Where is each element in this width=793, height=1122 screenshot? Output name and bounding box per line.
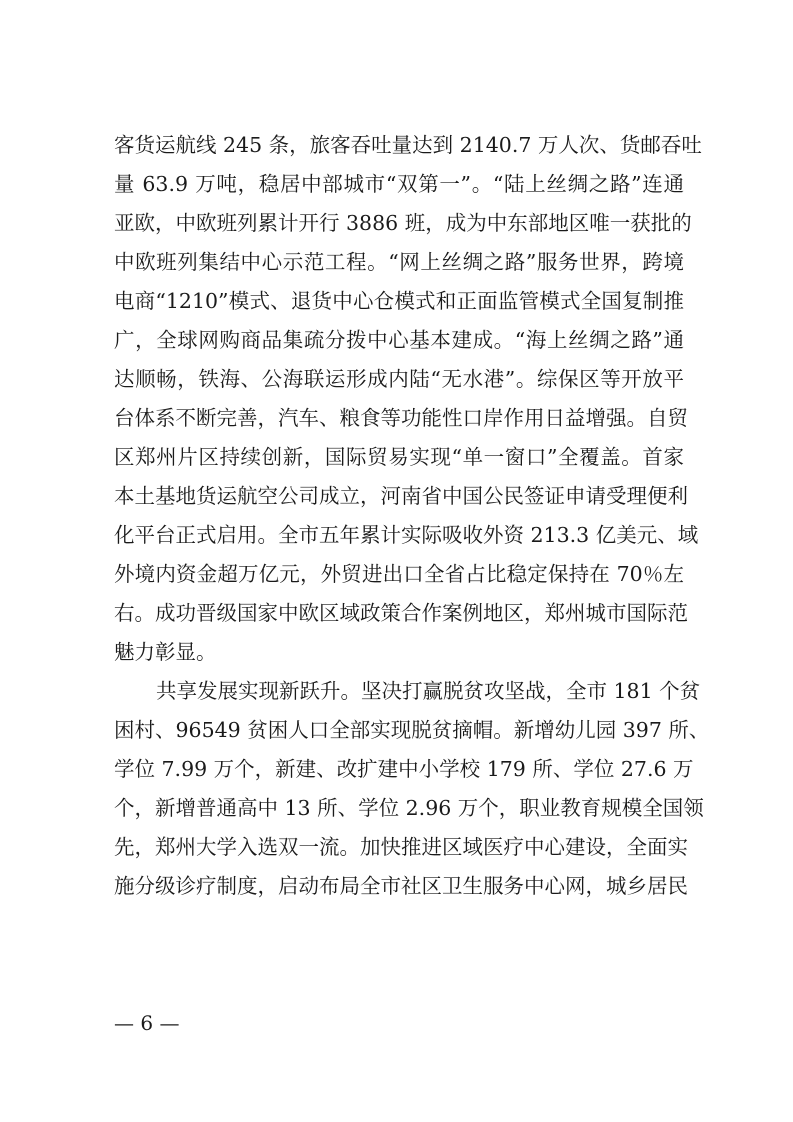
page-number: — 6 — bbox=[114, 1011, 180, 1035]
text-line: 电商“1210”模式、退货中心仓模式和正面监管模式全国复制推 bbox=[114, 289, 684, 313]
text-line: 亚欧，中欧班列累计开行 3886 班，成为中东部地区唯一获批的 bbox=[114, 211, 692, 235]
text-line: 达顺畅，铁海、公海联运形成内陆“无水港”。综保区等开放平 bbox=[114, 367, 684, 391]
text-line: 量 63.9 万吨，稳居中部城市“双第一”。“陆上丝绸之路”连通 bbox=[114, 172, 684, 196]
text-line: 个，新增普通高中 13 所、学位 2.96 万个，职业教育规模全国领 bbox=[114, 796, 704, 820]
text-line: 客货运航线 245 条，旅客吞吐量达到 2140.7 万人次、货邮吞吐 bbox=[114, 133, 702, 157]
text-line: 右。成功晋级国家中欧区域政策合作案例地区，郑州城市国际范 bbox=[114, 601, 688, 625]
text-line: 外境内资金超万亿元，外贸进出口全省占比稳定保持在 70％左 bbox=[114, 562, 684, 586]
text-line: 台体系不断完善，汽车、粮食等功能性口岸作用日益增强。自贸 bbox=[114, 406, 688, 430]
text-line: 困村、96549 贫困人口全部实现脱贫摘帽。新增幼儿园 397 所、 bbox=[114, 718, 710, 742]
text-line: 施分级诊疗制度，启动布局全市社区卫生服务中心网，城乡居民 bbox=[114, 874, 688, 898]
text-line: 先，郑州大学入选双一流。加快推进区域医疗中心建设，全面实 bbox=[114, 835, 688, 859]
text-line: 共享发展实现新跃升。坚决打赢脱贫攻坚战，全市 181 个贫 bbox=[156, 679, 701, 703]
text-line: 中欧班列集结中心示范工程。“网上丝绸之路”服务世界，跨境 bbox=[114, 250, 684, 274]
text-line: 魅力彰显。 bbox=[114, 640, 217, 664]
text-line: 本土基地货运航空公司成立，河南省中国公民签证申请受理便利 bbox=[114, 484, 688, 508]
text-line: 区郑州片区持续创新，国际贸易实现“单一窗口”全覆盖。首家 bbox=[114, 445, 684, 469]
text-line: 化平台正式启用。全市五年累计实际吸收外资 213.3 亿美元、域 bbox=[114, 523, 699, 547]
text-line: 广，全球网购商品集疏分拨中心基本建成。“海上丝绸之路”通 bbox=[114, 328, 684, 352]
text-line: 学位 7.99 万个，新建、改扩建中小学校 179 所、学位 27.6 万 bbox=[114, 757, 694, 781]
